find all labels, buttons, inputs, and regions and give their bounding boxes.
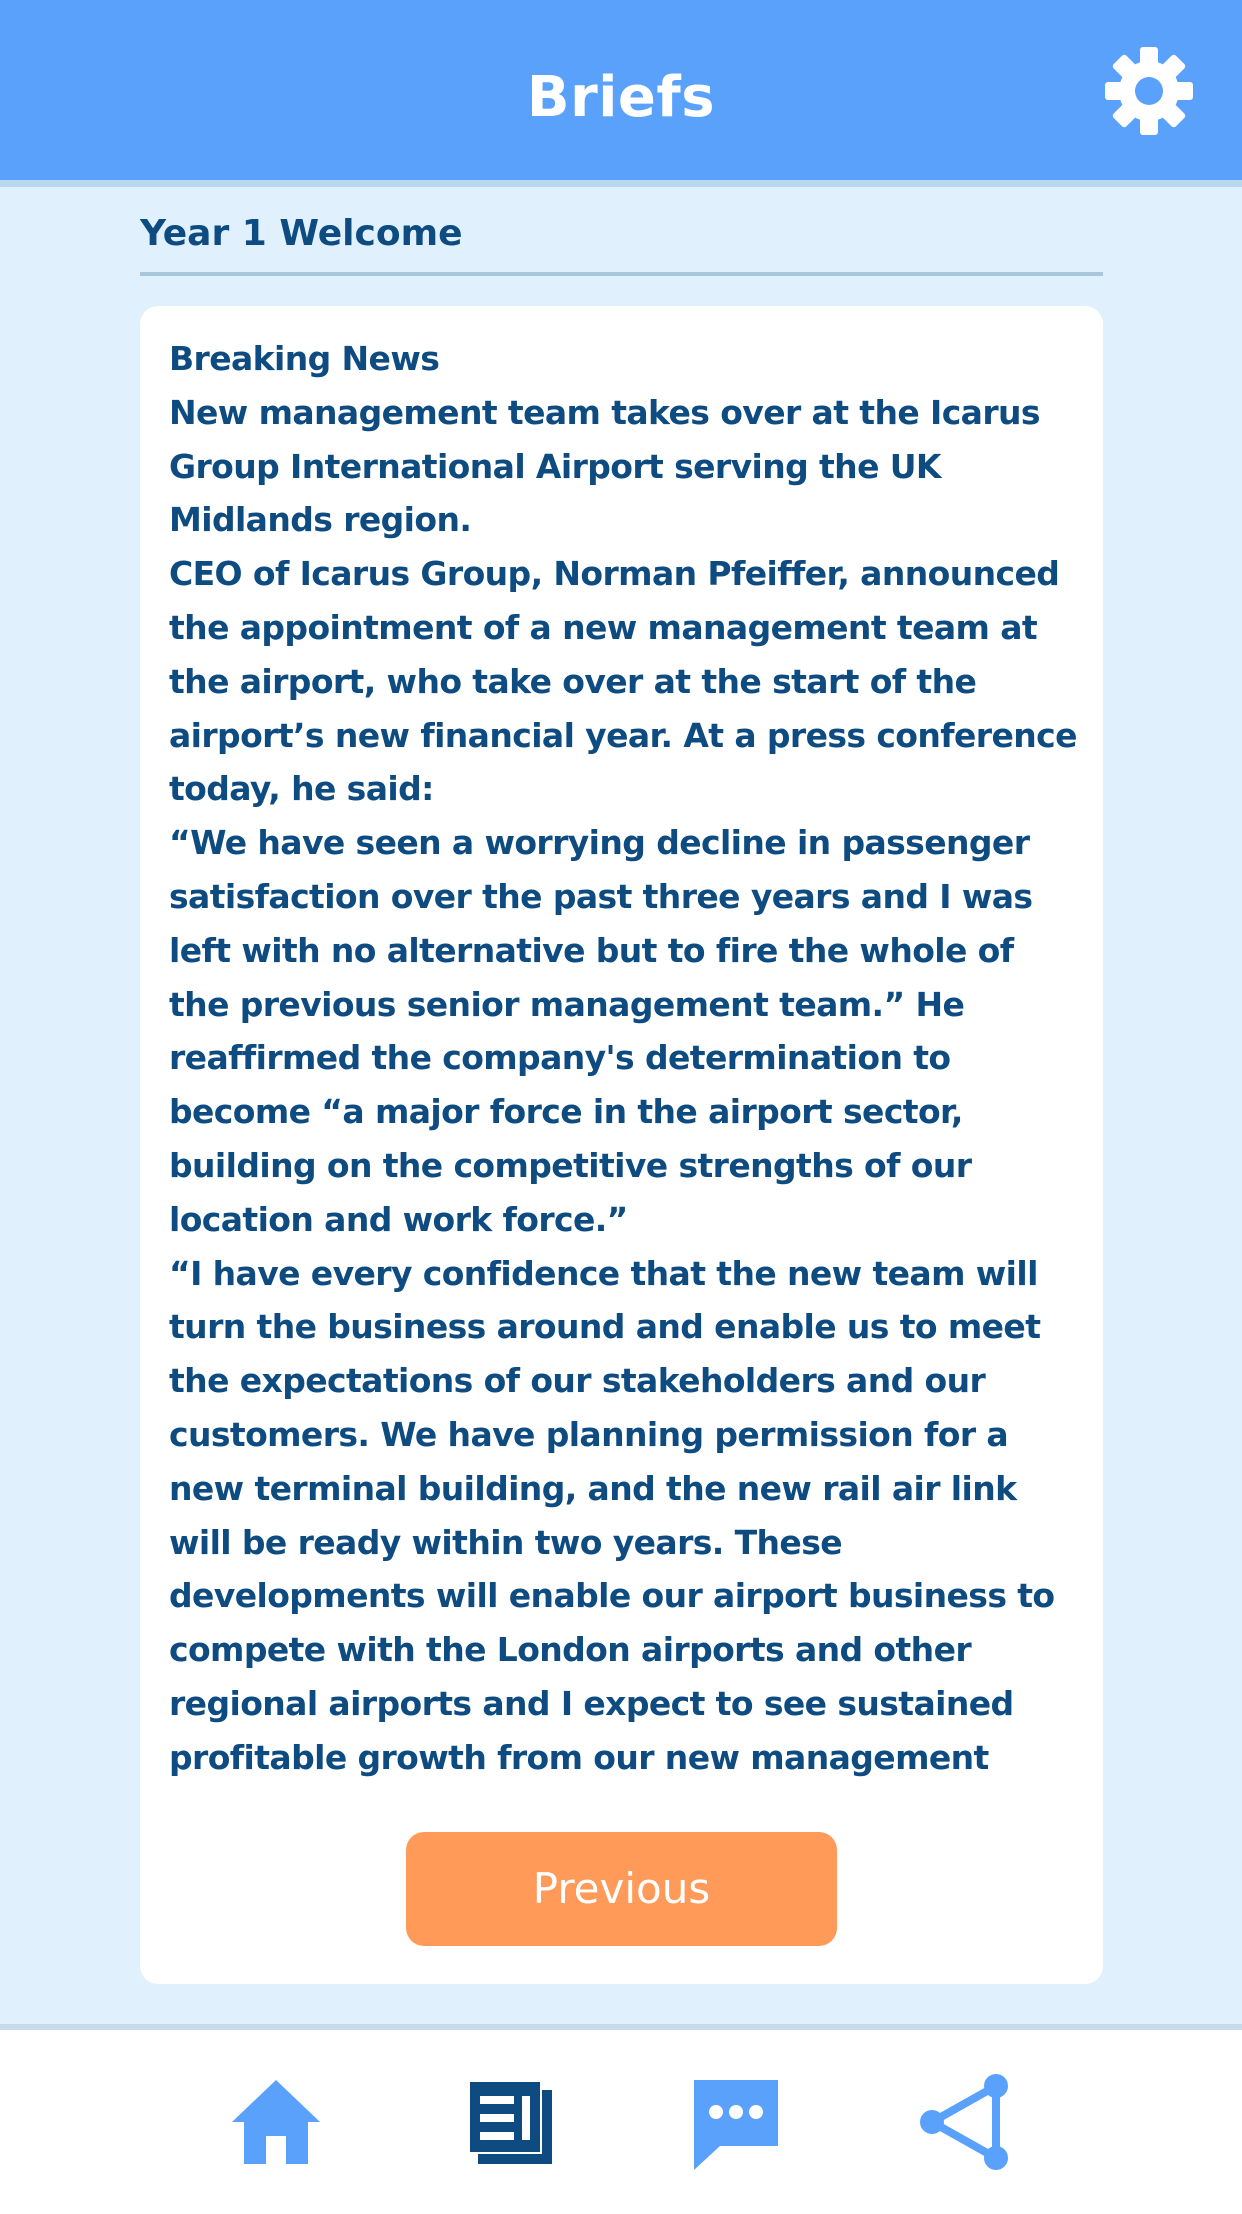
nav-briefs[interactable] — [460, 2072, 560, 2172]
chat-icon — [686, 2072, 786, 2172]
brief-card — [140, 306, 1103, 1984]
article-paragraph: New management team takes over at the Icarus Group International Airport serving the UK Midlands region. — [169, 392, 1040, 540]
article-paragraph: “We have seen a worrying decline in passenger satisfaction over the past three years and I was left with no alternative but to fire the whole of the previous senior management team.” He reaffirmed the company's determination to become “a major force in the airport sector, building on the competitive strengths of our location and work force.” — [169, 823, 1033, 1239]
gear-icon — [1103, 45, 1195, 137]
header-bar — [0, 0, 1242, 180]
section-divider — [140, 272, 1103, 276]
section-title: Year 1 Welcome — [140, 213, 463, 254]
article-paragraph: CEO of Icarus Group, Norman Pfeiffer, announced the appointment of a new management team at the airport, who take over at the start of the airport’s new financial year. At a press conference today, he said: — [169, 554, 1077, 809]
bottom-nav — [0, 2024, 1242, 2214]
previous-button[interactable]: Previous — [406, 1832, 837, 1946]
nav-home[interactable] — [226, 2072, 326, 2172]
article-paragraph: “I have every confidence that the new team will turn the business around and enable us to meet the expectations of our stakeholders and our customers. We have planning permission for a new terminal building, and the new rail air link will be ready within two years. These developments will enable our airport business to compete with the London airports and other regional airports and I expect to see sustained profitable growth from our new management — [169, 1253, 1055, 1777]
page-title: Briefs — [526, 65, 716, 130]
nav-chat[interactable] — [686, 2072, 786, 2172]
settings-button[interactable] — [1103, 45, 1195, 137]
article-body — [169, 332, 1081, 1785]
briefs-icon — [460, 2072, 560, 2172]
home-icon — [226, 2072, 326, 2172]
nav-share[interactable] — [918, 2072, 1018, 2172]
article-heading: Breaking News — [169, 339, 440, 378]
share-icon — [918, 2072, 1018, 2172]
